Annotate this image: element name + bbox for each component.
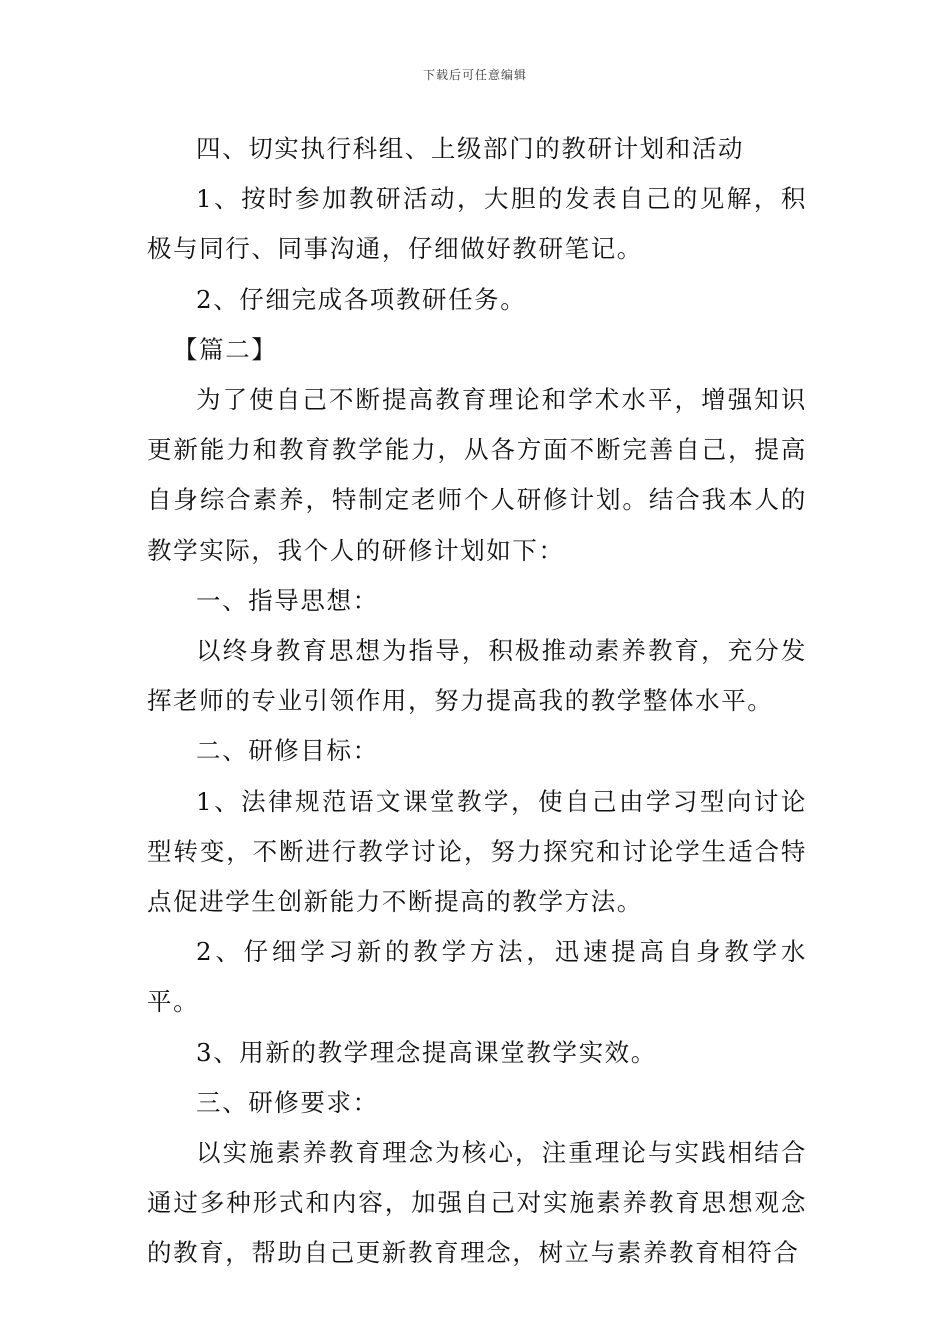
paragraph: 1、按时参加教研活动，大胆的发表自己的见解，积极与同行、同事沟通，仔细做好教研笔记。 [147,184,807,264]
header-note: 下载后可任意编辑 [422,68,527,82]
part-heading: 【篇二】 [173,334,278,364]
paragraph: 2、仔细完成各项教研任务。 [196,284,527,314]
section-heading: 四、切实执行科组、上级部门的教研计划和活动 [196,134,745,163]
paragraph: 以实施素养教育理念为核心，注重理论与实践相结合通过多种形式和内容，加强自己对实施素养教育思想观念的教育，帮助自己更新教育理念，树立与素养教育相符合 [147,1138,807,1268]
section-heading: 二、研修目标： [196,736,379,766]
paragraph: 为了使自己不断提高教育理论和学术水平，增强知识更新能力和教育教学能力，从各方面不断完善自己，提高自身综合素养，特制定老师个人研修计划。结合我本人的教学实际，我个人的研修计划如下： [147,385,807,565]
section-heading: 一、指导思想： [196,585,379,615]
paragraph: 以终身教育思想为指导，积极推动素养教育，充分发挥老师的专业引领作用，努力提高我的教学整体水平。 [147,636,807,716]
section-heading: 三、研修要求： [196,1087,379,1117]
paragraph: 3、用新的教学理念提高课堂教学实效。 [196,1037,657,1067]
paragraph: 2、仔细学习新的教学方法，迅速提高自身教学水平。 [147,937,807,1017]
document-body [147,124,807,1279]
paragraph: 1、法律规范语文课堂教学，使自己由学习型向讨论型转变，不断进行教学讨论，努力探究和讨论学生适合特点促进学生创新能力不断提高的教学方法。 [147,786,807,917]
